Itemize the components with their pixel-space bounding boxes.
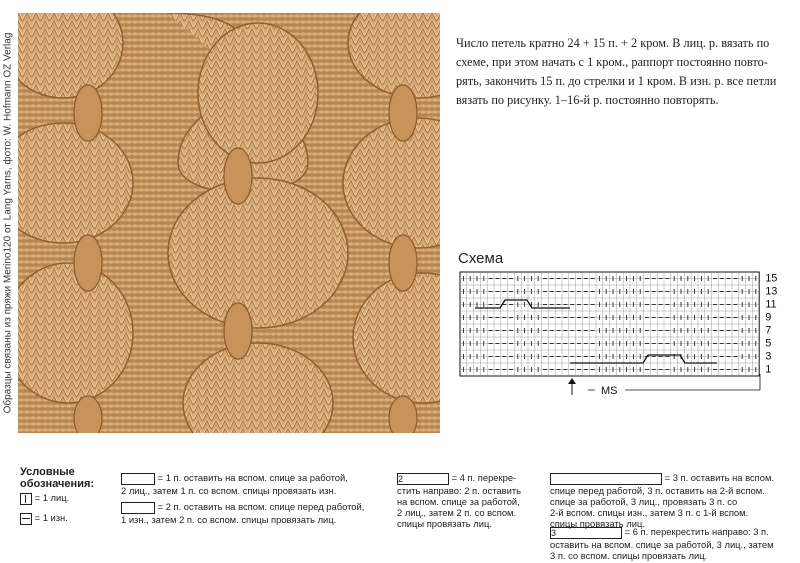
row-number-label: 9 xyxy=(765,311,772,324)
cable-symbol-icon xyxy=(550,473,662,485)
description-line: схеме, при этом начать с 1 кром., раппорт постоянно повто- xyxy=(456,55,768,69)
row-number-label: 13 xyxy=(765,285,778,298)
legend-title: Условные обозначения: xyxy=(20,466,95,490)
rapport-marker xyxy=(568,374,760,397)
row-number-label: 15 xyxy=(765,272,778,285)
legend-cable-4: = 3 п. оставить на вспом. спице перед работой, 3 п. оставить на 2-й вспом. спице за работой, 3 лиц., провязать 3 п. со 2-й вспом. спицы изн., затем 3 п. с 1-й вспом. спицы провязать лиц. xyxy=(550,472,774,529)
cable-symbol-icon: 3 xyxy=(550,527,622,539)
cable-symbol-icon: 2 xyxy=(397,473,449,485)
legend-knit: = 1 лиц. xyxy=(20,492,69,505)
legend-cable-2: = 2 п. оставить на вспом. спице перед работой, 1 изн., затем 2 п. со вспом. спицы провязать лиц. xyxy=(121,501,365,525)
row-number-label: 11 xyxy=(765,298,777,311)
stitch-chart xyxy=(455,268,795,398)
legend-purl: = 1 изн. xyxy=(20,512,68,525)
row-number-label: 3 xyxy=(765,350,772,363)
legend-cable-3: 2 = 4 п. перекре- стить направо: 2 п. оставить на вспом. спице за работой, 2 лиц., затем 2 п. со вспом. спицы провязать лиц. xyxy=(397,472,521,529)
chart-title: Схема xyxy=(458,250,504,267)
knit-sample-photo xyxy=(18,13,440,433)
description-line: рять, закончить 15 п. до стрелки и 1 кром. В изн. р. все петли xyxy=(456,74,777,88)
rapport-label: MS xyxy=(601,385,618,397)
cable-symbol-icon xyxy=(121,473,155,485)
row-number-label: 5 xyxy=(765,337,772,350)
cable-symbol-icon xyxy=(121,502,155,514)
row-number-label: 1 xyxy=(765,363,772,376)
row-number-label: 7 xyxy=(765,324,772,337)
legend-cable-1: = 1 п. оставить на вспом. спице за работой, 2 лиц., затем 1 п. со вспом. спицы провязать изн. xyxy=(121,472,348,496)
legend-cable-5: 3 = 6 п. перекрестить направо: 3 п. оставить на вспом. спице за работой, 3 лиц., затем 3 п. со вспом. спицы провязать лиц. xyxy=(550,526,774,561)
description-line: Число петель кратно 24 + 15 п. + 2 кром. В лиц. р. вязать по xyxy=(456,36,770,50)
arrow-up-icon xyxy=(568,378,576,384)
description xyxy=(456,34,796,110)
knit-symbol-icon xyxy=(20,493,32,505)
purl-symbol-icon xyxy=(20,513,32,525)
photo-credit: Образцы связаны из пряжи Merino120 от Lang Yarns, фото: W. Hofmann OZ Verlag xyxy=(2,32,14,414)
chart-grid xyxy=(460,272,759,376)
description-line: вязать по рисунку. 1–16-й р. постоянно повторять. xyxy=(456,93,719,107)
